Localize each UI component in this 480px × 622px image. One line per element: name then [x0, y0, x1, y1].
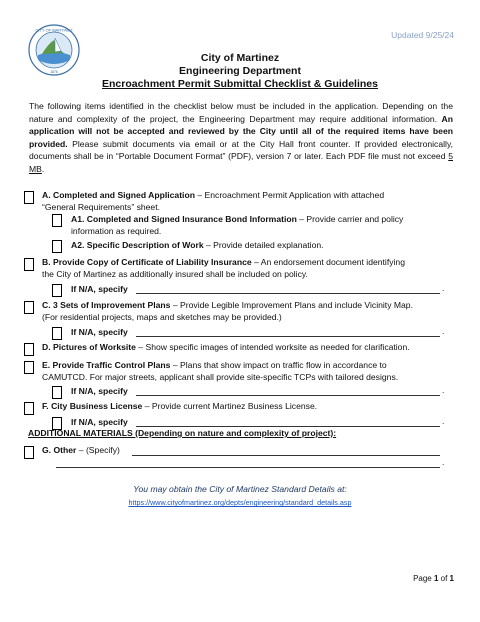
checkbox-e-na[interactable]	[52, 386, 62, 399]
item-f: F. City Business License – Provide current Martinez Business License.	[42, 401, 318, 411]
standard-details-link[interactable]: https://www.cityofmartinez.org/depts/engineering/standard_details.asp	[128, 498, 352, 507]
item-d: D. Pictures of Worksite – Show specific images of intended worksite as needed for clarification.	[42, 342, 410, 352]
other-field-line1[interactable]	[132, 455, 440, 456]
svg-text:CITY OF MARTINEZ: CITY OF MARTINEZ	[35, 27, 73, 33]
item-e: E. Provide Traffic Control Plans – Plans that show impact on traffic flow in accordance to	[42, 360, 387, 370]
checkbox-f[interactable]	[24, 402, 34, 415]
if-na-label-c: If N/A, specify	[71, 327, 128, 337]
item-b: B. Provide Copy of Certificate of Liability Insurance – An endorsement document identifying	[42, 257, 405, 267]
if-na-field-c[interactable]	[136, 336, 440, 337]
item-g: G. Other – (Specify)	[42, 445, 120, 455]
checkbox-a[interactable]	[24, 191, 34, 204]
if-na-field-b[interactable]	[136, 293, 440, 294]
department-name: Engineering Department	[179, 65, 301, 77]
checkbox-e[interactable]	[24, 361, 34, 374]
checkbox-a1[interactable]	[52, 214, 62, 227]
item-a-line2: “General Requirements” sheet.	[42, 202, 160, 212]
checkbox-c-na[interactable]	[52, 327, 62, 340]
updated-date: Updated 9/25/24	[391, 30, 454, 40]
checkbox-b-na[interactable]	[52, 284, 62, 297]
additional-materials-heading: ADDITIONAL MATERIALS (Depending on nature and complexity of project):	[28, 428, 337, 438]
other-field-line2[interactable]	[56, 467, 440, 468]
item-b-line2: the City of Martinez as additionally insured shall be included on policy.	[42, 269, 308, 279]
document-title: Encroachment Permit Submittal Checklist & Guidelines	[102, 78, 378, 90]
checkbox-d[interactable]	[24, 343, 34, 356]
item-a1-line2: information as required.	[71, 226, 162, 236]
item-e-line2: CAMUTCD. For major streets, applicant shall provide site-specific TCPs with tailored designs.	[42, 372, 399, 382]
standard-details-note: You may obtain the City of Martinez Standard Details at:	[133, 484, 347, 494]
if-na-label-f: If N/A, specify	[71, 417, 128, 427]
checkbox-c[interactable]	[24, 301, 34, 314]
if-na-field-e[interactable]	[136, 395, 440, 396]
item-a2: A2. Specific Description of Work – Provide detailed explanation.	[71, 240, 324, 250]
page-number: Page 1 of 1	[413, 574, 454, 583]
if-na-label-e: If N/A, specify	[71, 386, 128, 396]
checkbox-g[interactable]	[24, 446, 34, 459]
if-na-label-b: If N/A, specify	[71, 284, 128, 294]
item-a1: A1. Completed and Signed Insurance Bond Information – Provide carrier and policy	[71, 214, 404, 224]
item-a: A. Completed and Signed Application – Encroachment Permit Application with attached	[42, 190, 385, 200]
item-c: C. 3 Sets of Improvement Plans – Provide Legible Improvement Plans and include Vicinity Map.	[42, 300, 413, 310]
svg-text:1876: 1876	[50, 70, 58, 74]
checkbox-b[interactable]	[24, 258, 34, 271]
city-name: City of Martinez	[200, 52, 280, 64]
checkbox-a2[interactable]	[52, 240, 62, 253]
intro-paragraph: The following items identified in the checklist below must be included in the application. Depending on the nature and complexity of the project, the Engineering Department may require additional information. An application will not be accepted and reviewed by the City until all of the required items have been provided. Please submit documents via email or at the City Hall front counter. If provided electronically, documents shall be in “Portable Document Format” (PDF), version 7 or later. Each PDF file must not exceed 5 MB.	[29, 101, 453, 174]
item-c-line2: (For residential projects, maps and sketches may be provided.)	[42, 312, 282, 322]
